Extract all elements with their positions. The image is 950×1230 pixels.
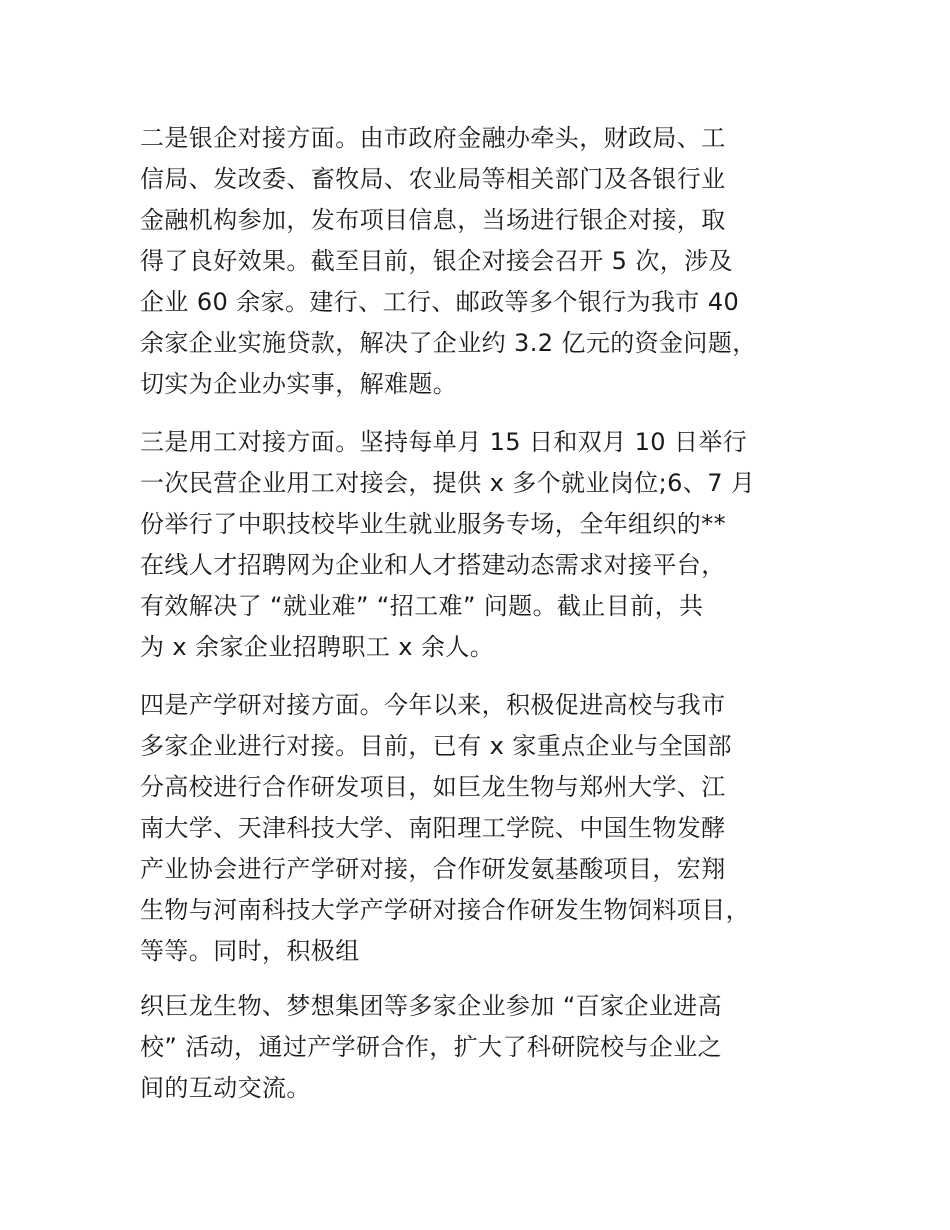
text-line: 信局、发改委、畜牧局、农业局等相关部门及各银行业	[140, 165, 726, 193]
text-line: 产业协会进行产学研对接，合作研发氨基酸项目，宏翔	[140, 855, 726, 883]
text-line: 校” 活动，通过产学研合作，扩大了科研院校与企业之	[140, 1033, 723, 1061]
text-line: 三是用工对接方面。坚持每单月 15 日和双月 10 日举行	[140, 428, 748, 456]
text-line: 切实为企业办实事，解难题。	[140, 370, 458, 398]
paragraph-industry-research	[140, 685, 820, 972]
text-line: 等等。同时，积极组	[140, 937, 360, 965]
paragraph-campus-activity	[140, 986, 820, 1109]
text-line: 南大学、天津科技大学、南阳理工学院、中国生物发酵	[140, 814, 726, 842]
text-line: 企业 60 余家。建行、工行、邮政等多个银行为我市 40	[140, 288, 740, 316]
text-line: 金融机构参加，发布项目信息，当场进行银企对接，取	[140, 206, 726, 234]
text-line: 在线人才招聘网为企业和人才搭建动态需求对接平台，	[140, 551, 726, 579]
text-line: 间的互动交流。	[140, 1074, 311, 1102]
text-line: 织巨龙生物、梦想集团等多家企业参加 “百家企业进高	[140, 992, 723, 1020]
text-line: 四是产学研对接方面。今年以来，积极促进高校与我市	[140, 691, 726, 719]
text-line: 余家企业实施贷款，解决了企业约 3.2 亿元的资金问题，	[140, 329, 757, 357]
text-line: 一次民营企业用工对接会，提供 x 多个就业岗位;6、7 月	[140, 469, 756, 497]
text-line: 生物与河南科技大学产学研对接合作研发生物饲料项目，	[140, 896, 750, 924]
text-line: 得了良好效果。截至目前，银企对接会召开 5 次，涉及	[140, 247, 733, 275]
text-line: 有效解决了 “就业难” “招工难” 问题。截止目前，共	[140, 592, 704, 620]
paragraph-bank-enterprise	[140, 118, 820, 405]
text-line: 多家企业进行对接。目前，已有 x 家重点企业与全国部	[140, 732, 732, 760]
text-line: 份举行了中职技校毕业生就业服务专场，全年组织的**	[140, 510, 726, 538]
text-line: 分高校进行合作研发项目，如巨龙生物与郑州大学、江	[140, 773, 726, 801]
text-line: 为 x 余家企业招聘职工 x 余人。	[140, 633, 495, 661]
text-line: 二是银企对接方面。由市政府金融办牵头，财政局、工	[140, 124, 726, 152]
paragraph-employment	[140, 422, 820, 668]
